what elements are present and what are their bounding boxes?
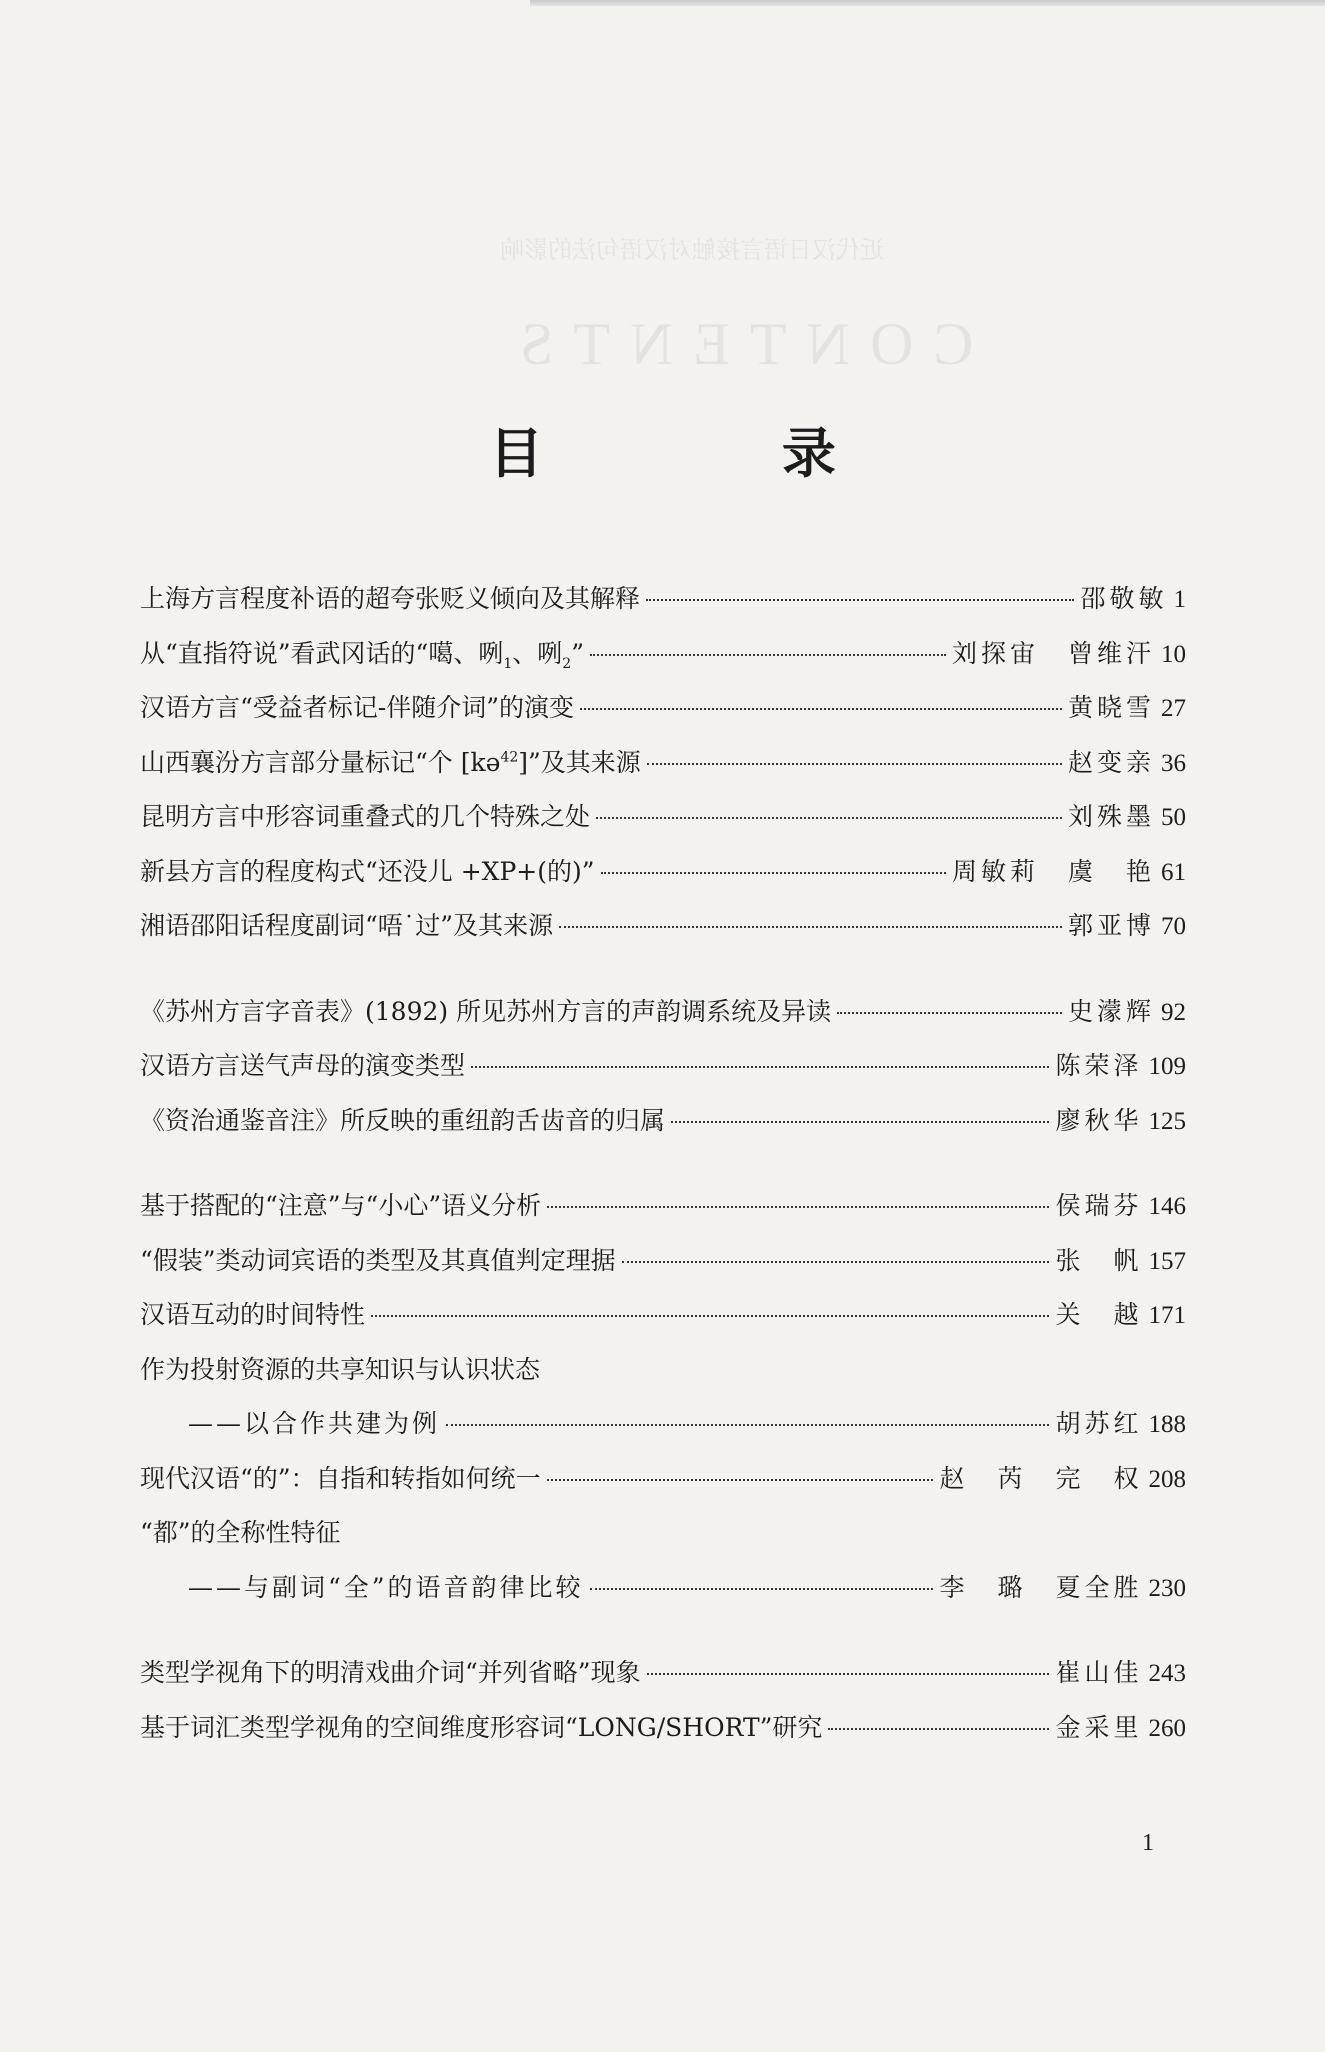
toc-entry[interactable] — [140, 1234, 1186, 1289]
dot-leader — [622, 1261, 1050, 1263]
entry-page: 70 — [1161, 913, 1186, 940]
dot-leader — [596, 817, 1062, 819]
entry-author: 刘探宙 曾维汗 — [951, 638, 1155, 668]
dot-leader — [446, 1424, 1049, 1426]
entry-author: 胡苏红 — [1055, 1409, 1143, 1438]
entry-title: 基于搭配的“注意”与“小心”语义分析 — [140, 1191, 542, 1220]
entry-title: 基于词汇类型学视角的空间维度形容词“LONG/SHORT”研究 — [140, 1712, 823, 1742]
toc-entry[interactable] — [140, 1646, 1186, 1701]
toc-entry[interactable] — [140, 1039, 1186, 1094]
show-through-ghost: CONTENTS — [500, 311, 974, 377]
toc-entry[interactable] — [140, 1094, 1186, 1149]
entry-author: 崔山佳 — [1055, 1658, 1143, 1687]
entry-author: 张 帆 — [1055, 1245, 1143, 1275]
entry-page: 188 — [1148, 1411, 1186, 1438]
entry-title: 《资治通鉴音注》所反映的重纽韵舌齿音的归属 — [140, 1105, 666, 1135]
toc-entry[interactable] — [140, 845, 1186, 900]
toc-entry[interactable] — [140, 627, 1186, 682]
entry-page: 27 — [1161, 695, 1186, 722]
toc-entry[interactable] — [140, 736, 1186, 791]
entry-title: 汉语互动的时间特性 — [140, 1300, 366, 1329]
entry-title: 山西襄汾方言部分量标记“个 [kə$^{42}$]”及其来源 — [140, 747, 641, 777]
entry-page: 243 — [1148, 1660, 1186, 1687]
page-title: 目 录 — [489, 422, 946, 486]
dot-leader — [580, 708, 1062, 710]
entry-title: 《苏州方言字音表》(1892) 所见苏州方言的声韵调系统及异读 — [140, 996, 832, 1026]
entry-title: 类型学视角下的明清戏曲介词“并列省略”现象 — [140, 1658, 641, 1687]
entry-author: 黄晓雪 — [1067, 693, 1155, 722]
dot-leader — [828, 1728, 1049, 1730]
entry-page: 125 — [1148, 1107, 1186, 1135]
entry-author: 刘殊墨 — [1067, 802, 1155, 831]
dot-leader — [590, 654, 946, 656]
page-number: 1 — [1142, 1830, 1154, 1856]
dot-leader — [601, 872, 946, 874]
entry-author: 廖秋华 — [1055, 1105, 1143, 1135]
entry-author: 金采里 — [1055, 1712, 1143, 1742]
toc-entry[interactable] — [140, 985, 1186, 1040]
entry-author: 周敏莉 虞 艳 — [951, 856, 1155, 886]
toc-entry[interactable] — [140, 1506, 1186, 1561]
toc-entry-subtitle[interactable] — [140, 1397, 1186, 1452]
entry-author: 邵敬敏 — [1080, 584, 1168, 613]
toc-entry[interactable] — [140, 790, 1186, 845]
entry-page: 157 — [1148, 1247, 1186, 1275]
entry-title: 现代汉语“的”：自指和转指如何统一 — [140, 1463, 541, 1493]
entry-author: 李 璐 夏全胜 — [939, 1572, 1143, 1602]
entry-title: 新县方言的程度构式“还没儿 +XP+(的)” — [140, 856, 595, 886]
entry-title: 从“直指符说”看武冈话的“噶、咧$_1$、咧$_2$” — [140, 638, 584, 672]
entry-page: 171 — [1148, 1302, 1186, 1329]
entry-page: 36 — [1161, 749, 1186, 777]
toc-entry[interactable] — [140, 1343, 1186, 1398]
entry-title: 昆明方言中形容词重叠式的几个特殊之处 — [140, 802, 591, 831]
toc-entry[interactable] — [140, 572, 1186, 627]
dot-leader — [647, 1673, 1050, 1675]
dot-leader — [647, 763, 1062, 765]
dot-leader — [646, 599, 1074, 601]
dot-leader — [671, 1121, 1049, 1123]
entry-page: 61 — [1161, 858, 1186, 886]
entry-title: 汉语方言送气声母的演变类型 — [140, 1051, 466, 1080]
entry-title: “假装”类动词宾语的类型及其真值判定理据 — [140, 1245, 616, 1275]
dot-leader — [471, 1066, 1049, 1068]
entry-page: 208 — [1148, 1465, 1186, 1493]
dot-leader — [371, 1315, 1049, 1317]
dot-leader — [559, 926, 1062, 928]
entry-author: 史濛辉 — [1067, 996, 1155, 1026]
entry-title: 上海方言程度补语的超夸张贬义倾向及其解释 — [140, 584, 641, 613]
table-of-contents — [140, 572, 1186, 1755]
show-through-ghost: 近代汉日语言接触对汉语句法的影响 — [500, 238, 884, 264]
entry-author: 赵 芮 完 权 — [939, 1463, 1143, 1493]
toc-entry[interactable] — [140, 1452, 1186, 1507]
entry-page: 146 — [1148, 1193, 1186, 1220]
entry-page: 92 — [1161, 998, 1186, 1026]
entry-page: 230 — [1148, 1574, 1186, 1602]
toc-entry[interactable] — [140, 1288, 1186, 1343]
dot-leader — [590, 1588, 934, 1590]
entry-page: 1 — [1173, 586, 1186, 613]
toc-entry[interactable] — [140, 681, 1186, 736]
dot-leader — [547, 1479, 934, 1481]
entry-title: 作为投射资源的共享知识与认识状态 — [140, 1354, 541, 1384]
entry-page: 109 — [1148, 1053, 1186, 1080]
entry-subtitle: ——与副词“全”的语音韵律比较 — [188, 1572, 584, 1602]
dot-leader — [547, 1206, 1049, 1208]
dot-leader — [837, 1012, 1062, 1014]
entry-page: 10 — [1161, 640, 1186, 668]
toc-entry-subtitle[interactable] — [140, 1561, 1186, 1616]
entry-author: 赵变亲 — [1067, 747, 1155, 777]
entry-title: 湘语邵阳话程度副词“唔˙过”及其来源 — [140, 911, 554, 940]
entry-subtitle: ——以合作共建为例 — [188, 1409, 441, 1438]
entry-page: 50 — [1161, 804, 1186, 831]
entry-author: 侯瑞芬 — [1055, 1191, 1143, 1220]
entry-author: 陈荣泽 — [1055, 1051, 1143, 1080]
top-rule — [530, 0, 1325, 6]
entry-title: 汉语方言“受益者标记-伴随介词”的演变 — [140, 693, 575, 722]
entry-title: “都”的全称性特征 — [140, 1518, 341, 1547]
entry-author: 郭亚博 — [1067, 911, 1155, 940]
entry-author: 关 越 — [1055, 1300, 1143, 1329]
toc-entry[interactable] — [140, 1701, 1186, 1756]
toc-entry[interactable] — [140, 1179, 1186, 1234]
toc-entry[interactable] — [140, 899, 1186, 954]
entry-page: 260 — [1148, 1714, 1186, 1742]
